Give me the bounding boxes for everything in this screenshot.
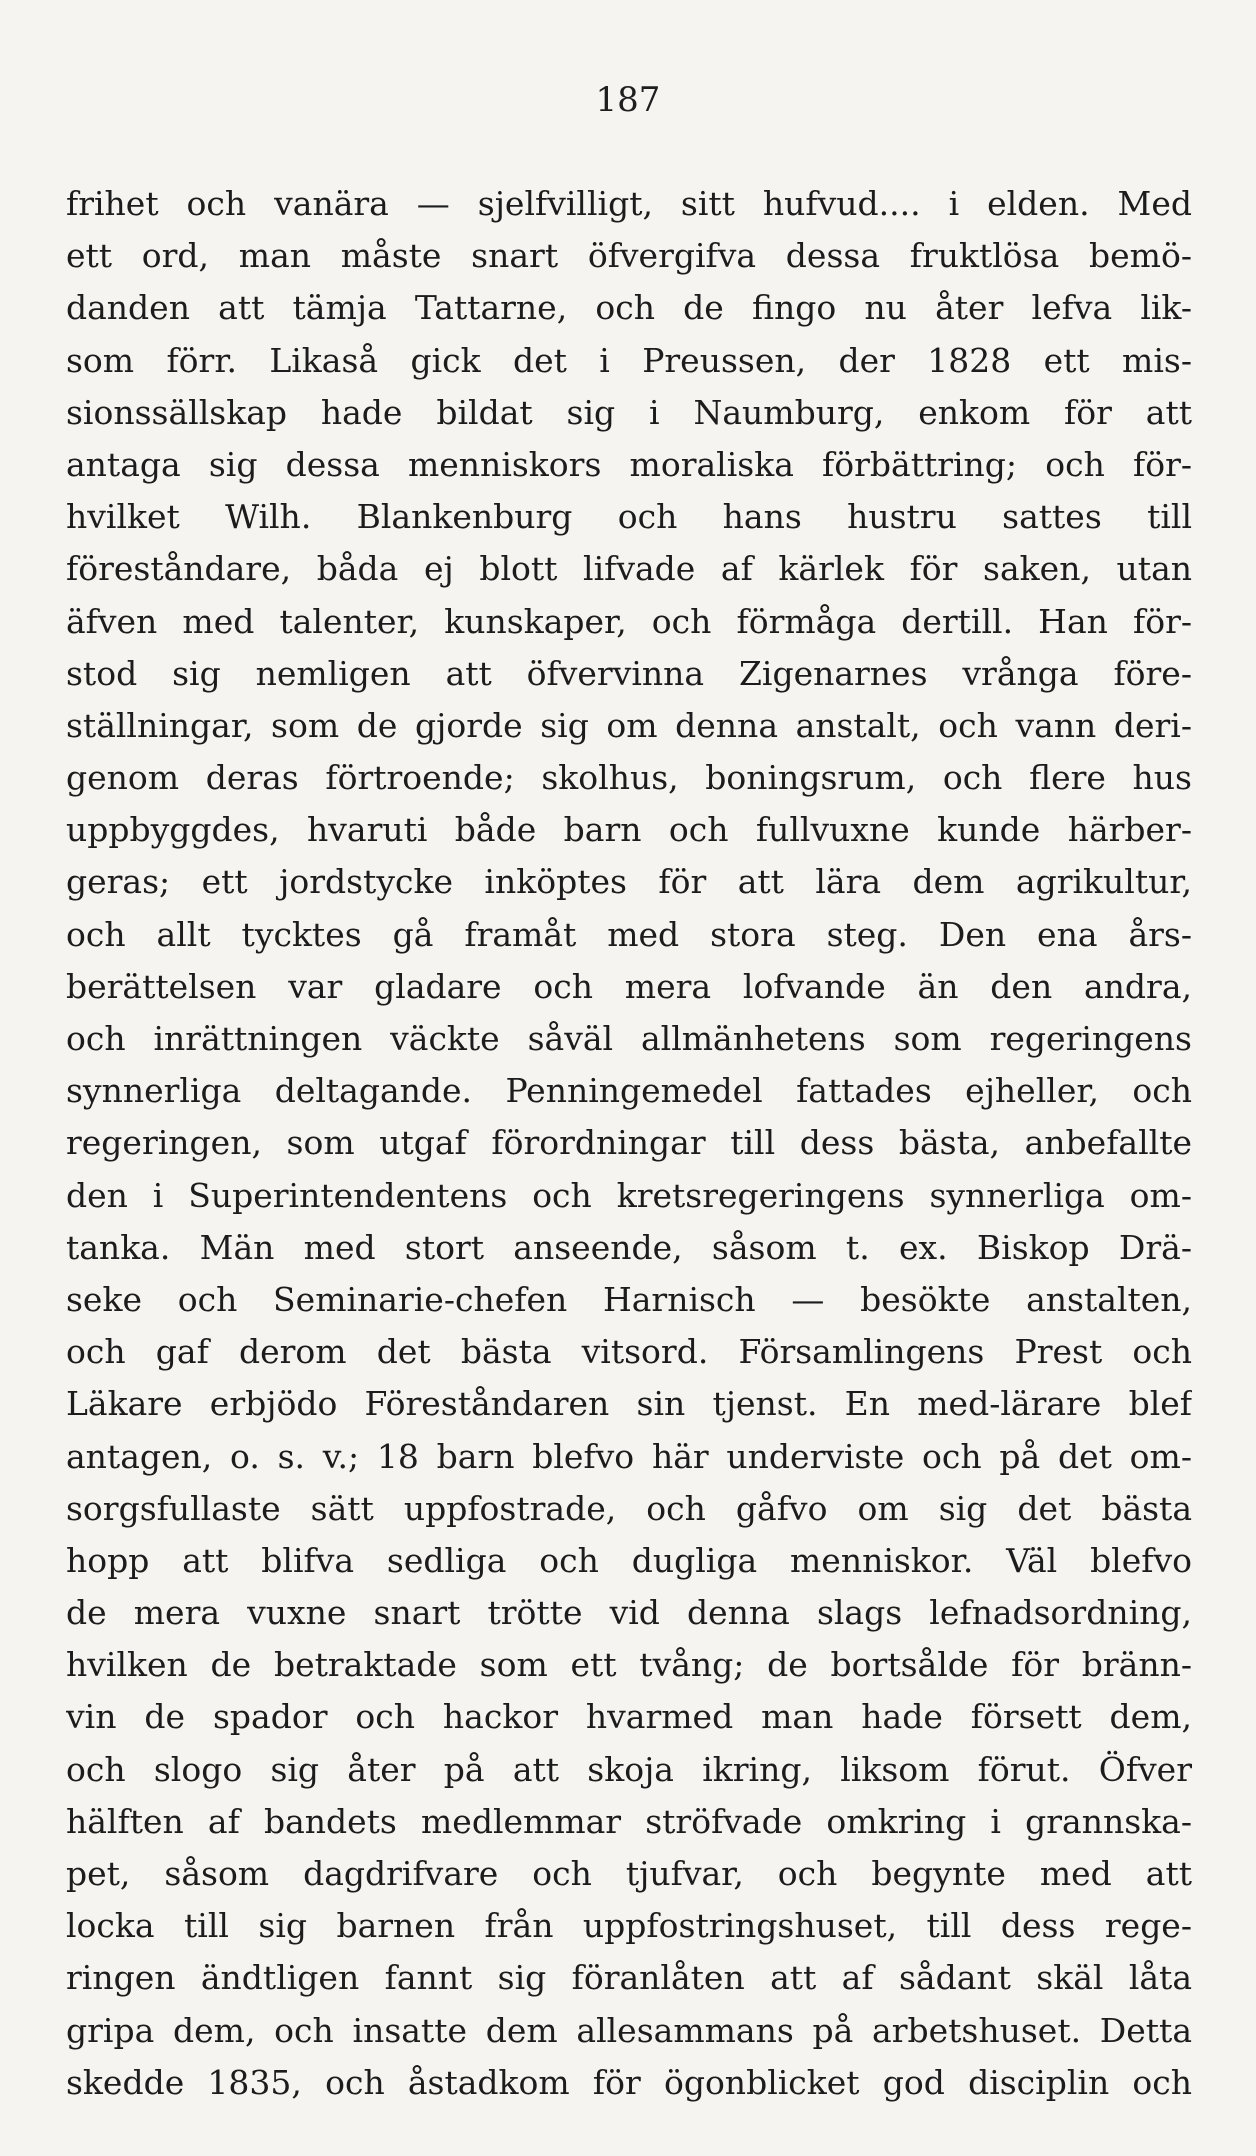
text-line: gripa dem, och insatte dem allesammans på arbetshuset. Detta [66,2010,1192,2050]
body-text [66,178,1192,2109]
text-line: uppbyggdes, hvaruti både barn och fullvuxne kunde härber- [66,810,1192,850]
text-line: sionssällskap hade bildat sig i Naumburg, enkom för att [66,392,1192,432]
text-line: och slogo sig åter på att skoja ikring, liksom förut. Öfver [66,1749,1192,1789]
text-line: hvilken de betraktade som ett tvång; de bortsålde för bränn- [66,1645,1192,1685]
text-line: frihet och vanära — sjelfvilligt, sitt hufvud.... i elden. Med [66,184,1192,223]
text-line: de mera vuxne snart trötte vid denna slags lefnadsordning, [66,1593,1192,1633]
text-line: äfven med talenter, kunskaper, och förmåga dertill. Han för- [66,601,1192,641]
text-line: vin de spador och hackor hvarmed man hade försett dem, [66,1697,1192,1737]
text-line: och allt tycktes gå framåt med stora steg. Den ena års- [66,914,1192,954]
text-line: tanka. Män med stort anseende, såsom t. ex. Biskop Drä- [66,1227,1192,1267]
text-line: Läkare erbjödo Föreståndaren sin tjenst. En med-lärare blef [66,1384,1192,1424]
text-line: ställningar, som de gjorde sig om denna anstalt, och vann deri- [66,705,1192,745]
text-line: danden att tämja Tattarne, och de fingo nu åter lefva lik- [66,288,1192,328]
text-line: och inrättningen väckte såväl allmänhetens som regeringens [66,1019,1192,1058]
text-line: seke och Seminarie-chefen Harnisch — besökte anstalten, [66,1279,1192,1319]
text-line: ringen ändtligen fannt sig föranlåten att af sådant skäl låta [66,1958,1192,1998]
text-line: och gaf derom det bästa vitsord. Församlingens Prest och [66,1332,1192,1372]
text-line: berättelsen var gladare och mera lofvande än den andra, [66,966,1192,1006]
text-line: stod sig nemligen att öfvervinna Zigenarnes vrånga före- [66,653,1192,693]
text-line: hopp att blifva sedliga och dugliga menniskor. Väl blefvo [66,1540,1192,1580]
text-line: ett ord, man måste snart öfvergifva dessa fruktlösa bemö- [66,236,1192,276]
text-line: som förr. Likaså gick det i Preussen, der 1828 ett mis- [66,340,1192,380]
text-line: genom deras förtroende; skolhus, boningsrum, och flere hus [66,758,1192,798]
text-line: locka till sig barnen från uppfostringshuset, till dess rege- [66,1906,1192,1946]
text-line: regeringen, som utgaf förordningar till dess bästa, anbefallte [66,1123,1192,1163]
text-line: antagen, o. s. v.; 18 barn blefvo här underviste och på det om- [66,1436,1192,1476]
text-line: antaga sig dessa menniskors moraliska förbättring; och för- [66,444,1192,484]
text-line: skedde 1835, och åstadkom för ögonblicket god disciplin och [66,2062,1192,2102]
page-number: 187 [595,80,661,120]
text-line: pet, såsom dagdrifvare och tjufvar, och begynte med att [66,1854,1192,1893]
text-line: föreståndare, båda ej blott lifvade af kärlek för saken, utan [66,549,1192,589]
text-line: den i Superintendentens och kretsregeringens synnerliga om- [66,1175,1192,1215]
text-line: geras; ett jordstycke inköptes för att lära dem agrikultur, [66,862,1192,902]
text-line: hvilket Wilh. Blankenburg och hans hustru sattes till [66,497,1192,537]
text-line: sorgsfullaste sätt uppfostrade, och gåfvo om sig det bästa [66,1488,1192,1528]
text-line: synnerliga deltagande. Penningemedel fattades ejheller, och [66,1071,1192,1111]
text-line: hälften af bandets medlemmar ströfvade omkring i grannska- [66,1801,1192,1841]
